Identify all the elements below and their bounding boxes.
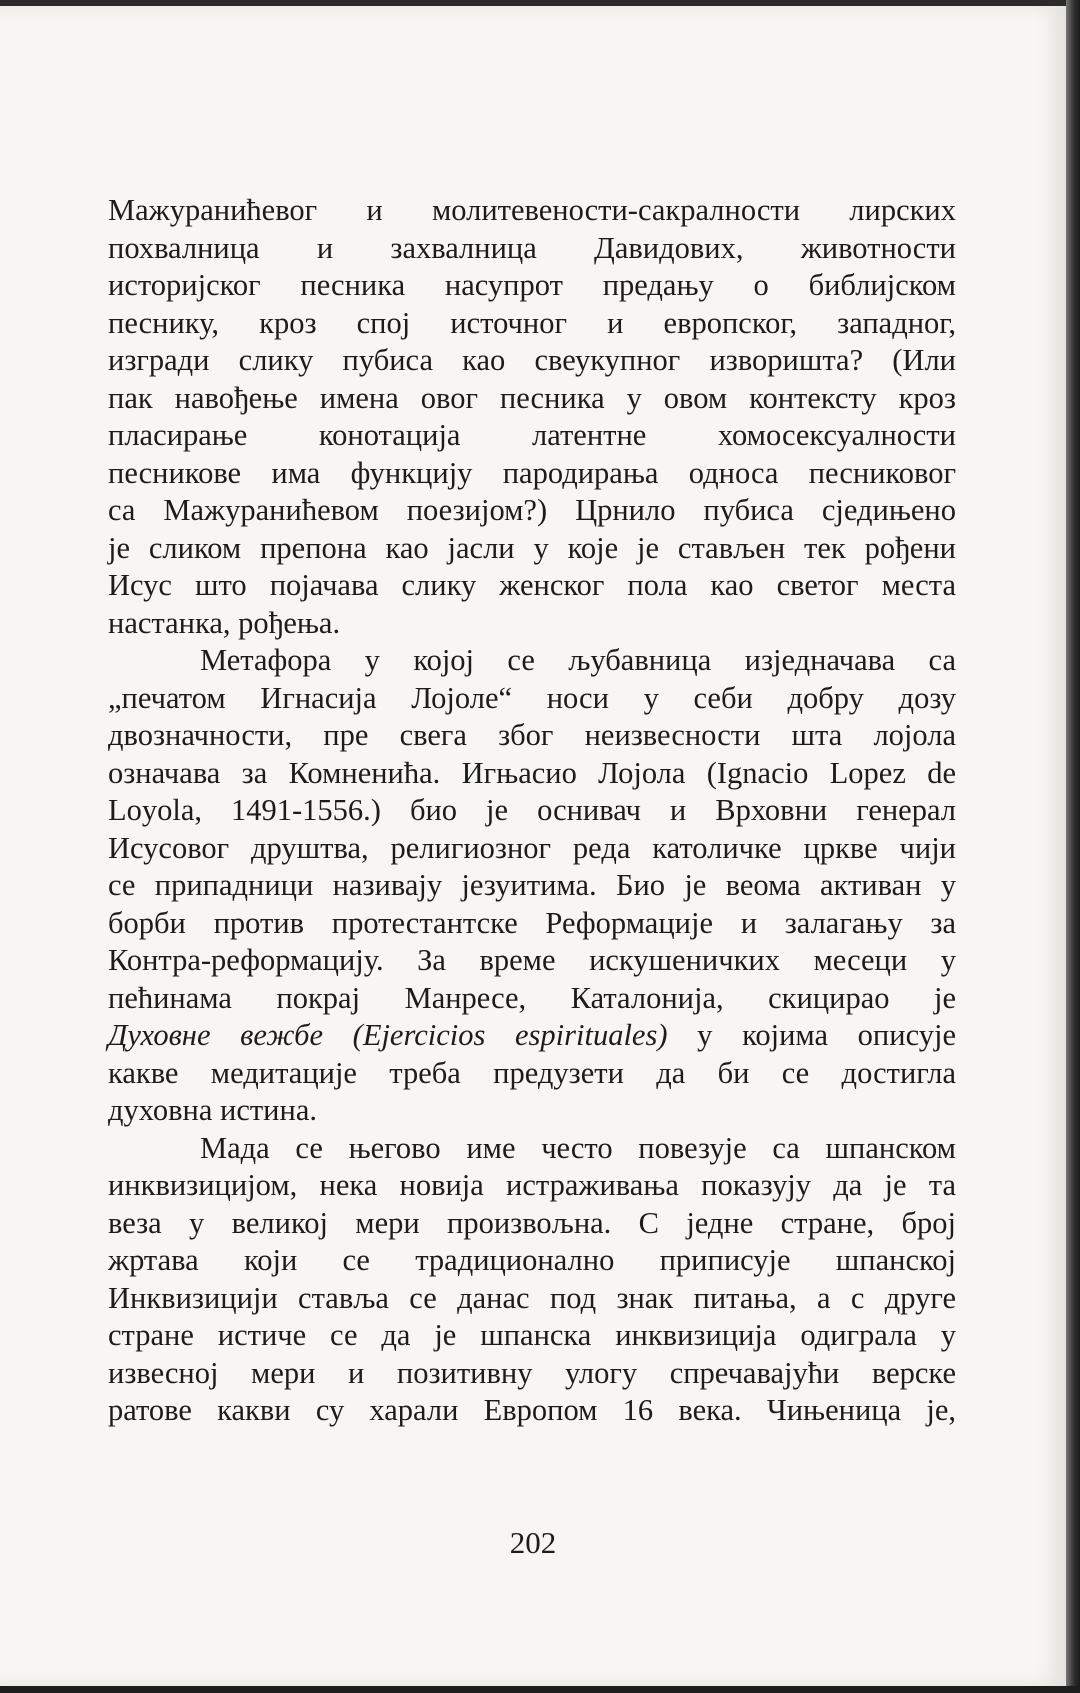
page-number: 202 <box>509 1525 557 1560</box>
text-line: жртава који се традиционално приписује шпанској <box>108 1243 956 1277</box>
text-line: Loyola, 1491-1556.) био је оснивач и Врховни генерал <box>108 793 956 827</box>
text-line: изгради слику пубиса као свеукупног изворишта? (Или <box>108 343 956 377</box>
text-line: Метафора у којој се љубавница изједначава са <box>200 643 956 677</box>
book-binding-edge <box>1066 0 1080 1693</box>
text-line: какве медитације треба предузети да би се достигла <box>108 1055 956 1090</box>
text-line: Мажуранићевог и молитевености-сакралности лирских <box>108 193 956 227</box>
text-line: ратове какви су харали Европом 16 века. Чињеница је, <box>108 1393 956 1427</box>
text-line: са Мажуранићевом поезијом?) Црнило пубиса сједињено <box>108 493 956 527</box>
text-line: пећинама покрај Манресе, Каталонија, скицирао је <box>108 980 956 1015</box>
text-line: песнику, кроз спој источног и европског, западног, <box>108 305 956 340</box>
text-line-italic-title <box>108 1017 956 1055</box>
paragraph-3 <box>108 1130 956 1430</box>
page-bottom-edge <box>0 1686 1080 1693</box>
text-line: Исус што појачава слику женског пола као светог места <box>108 568 956 602</box>
book-page <box>0 6 1066 1686</box>
text-line: Инквизицији стављa се данас под знак питања, а с друге <box>108 1280 956 1315</box>
text-line: песникове има функцију пародирања односа песниковог <box>108 455 956 490</box>
text-line: борби против протестантске Реформације и залагању за <box>108 905 956 940</box>
text-line: Мада се његово име често повезује са шпанском <box>200 1130 956 1165</box>
text-line: Исусовог друштва, религиозног реда католичке цркве чији <box>108 830 956 865</box>
text-line-rest: у којима описује <box>667 1018 956 1052</box>
text-line: веза у великој мери произвољна. С једне стране, број <box>108 1205 956 1240</box>
text-line: похвалница и захвалница Давидових, животности <box>108 230 956 265</box>
paragraph-1 <box>108 192 956 642</box>
italic-title: Духовне вежбе (Ejercicios espirituales) <box>108 1018 668 1052</box>
text-line: настанка, рођења. <box>108 605 341 640</box>
text-line: пласирање конотација латентне хомосексуалности <box>108 418 956 452</box>
text-line: Контра-реформацију. За време искушеничких месеци у <box>108 943 956 977</box>
paragraph-2 <box>108 642 956 1130</box>
text-line: стране истиче се да је шпанска инквизиција одиграла у <box>108 1318 956 1352</box>
text-line: се припадници називају језуитима. Био је веома активан у <box>108 868 956 902</box>
body-text <box>108 192 956 1430</box>
text-line: „печатом Игнасија Лојоле“ носи у себи добру дозу <box>108 680 956 715</box>
text-line: духовна истина. <box>108 1093 317 1127</box>
text-line: историјског песника насупрот предању о библијском <box>108 268 956 302</box>
text-line: је сликом препона као јасли у које је стављен тек рођени <box>108 530 956 565</box>
text-line: означава за Комненића. Игњасио Лојола (Ignacio Lopez de <box>108 755 956 790</box>
text-line: инквизицијом, нека новија истраживања показују да је та <box>108 1168 956 1202</box>
text-line: пак навођење имена овог песника у овом контексту кроз <box>108 380 956 415</box>
text-line: двозначности, пре свега због неизвесности шта лојола <box>108 718 956 752</box>
text-line: извесној мери и позитивну улогу спречавајући верске <box>108 1355 956 1390</box>
